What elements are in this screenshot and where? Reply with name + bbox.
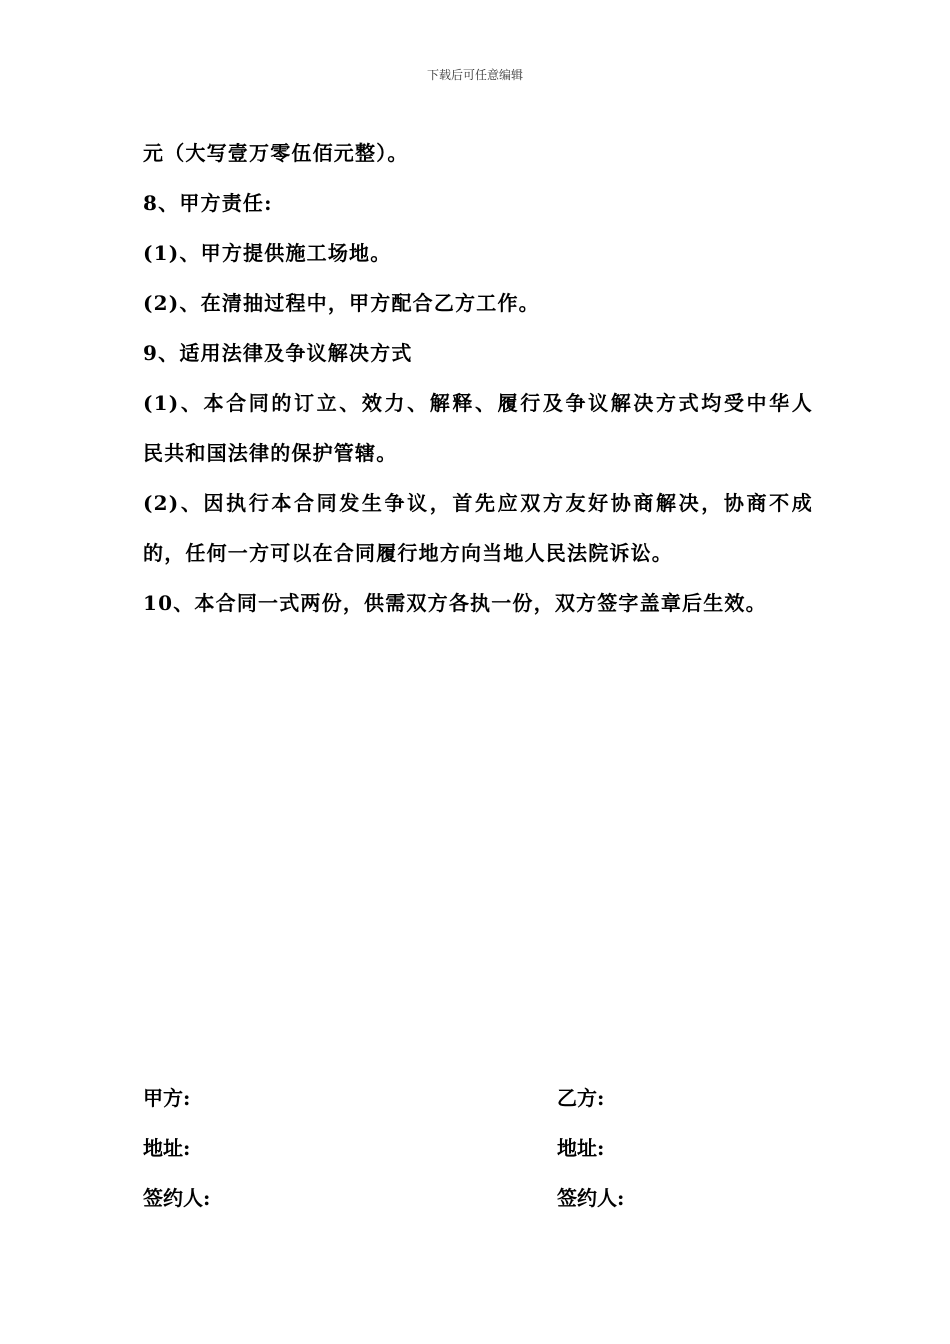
signature-block	[143, 1076, 813, 1226]
clause-8-item-2: (2)、在清抽过程中，甲方配合乙方工作。	[143, 291, 540, 315]
contract-body	[143, 131, 813, 631]
page-header: 下载后可任意编辑	[426, 68, 523, 82]
clause-9-item-2-line-1: (2)、因执行本合同发生争议，首先应双方友好协商解决，协商不成	[143, 491, 813, 515]
signer-a-label: 签约人:	[143, 1186, 211, 1210]
signer-b-label: 签约人:	[557, 1186, 625, 1210]
clause-9-heading: 9、适用法律及争议解决方式	[143, 341, 413, 365]
clause-9-item-1-line-1: (1)、本合同的订立、效力、解释、履行及争议解决方式均受中华人	[143, 391, 813, 415]
address-a-label: 地址:	[143, 1136, 191, 1160]
clause-8-heading: 8、甲方责任:	[143, 191, 273, 215]
clause-9-item-1-line-2: 民共和国法律的保护管辖。	[143, 441, 398, 465]
amount-line: 元（大写壹万零伍佰元整）。	[143, 141, 409, 165]
party-row	[143, 1076, 813, 1126]
clause-10: 10、本合同一式两份，供需双方各执一份，双方签字盖章后生效。	[143, 591, 767, 615]
signer-row	[143, 1176, 813, 1226]
address-row	[143, 1126, 813, 1176]
party-a-label: 甲方:	[143, 1086, 191, 1110]
clause-9-item-2-line-2: 的，任何一方可以在合同履行地方向当地人民法院诉讼。	[143, 541, 673, 565]
party-b-label: 乙方:	[557, 1086, 605, 1110]
clause-8-item-1: (1)、甲方提供施工场地。	[143, 241, 392, 265]
address-b-label: 地址:	[557, 1136, 605, 1160]
